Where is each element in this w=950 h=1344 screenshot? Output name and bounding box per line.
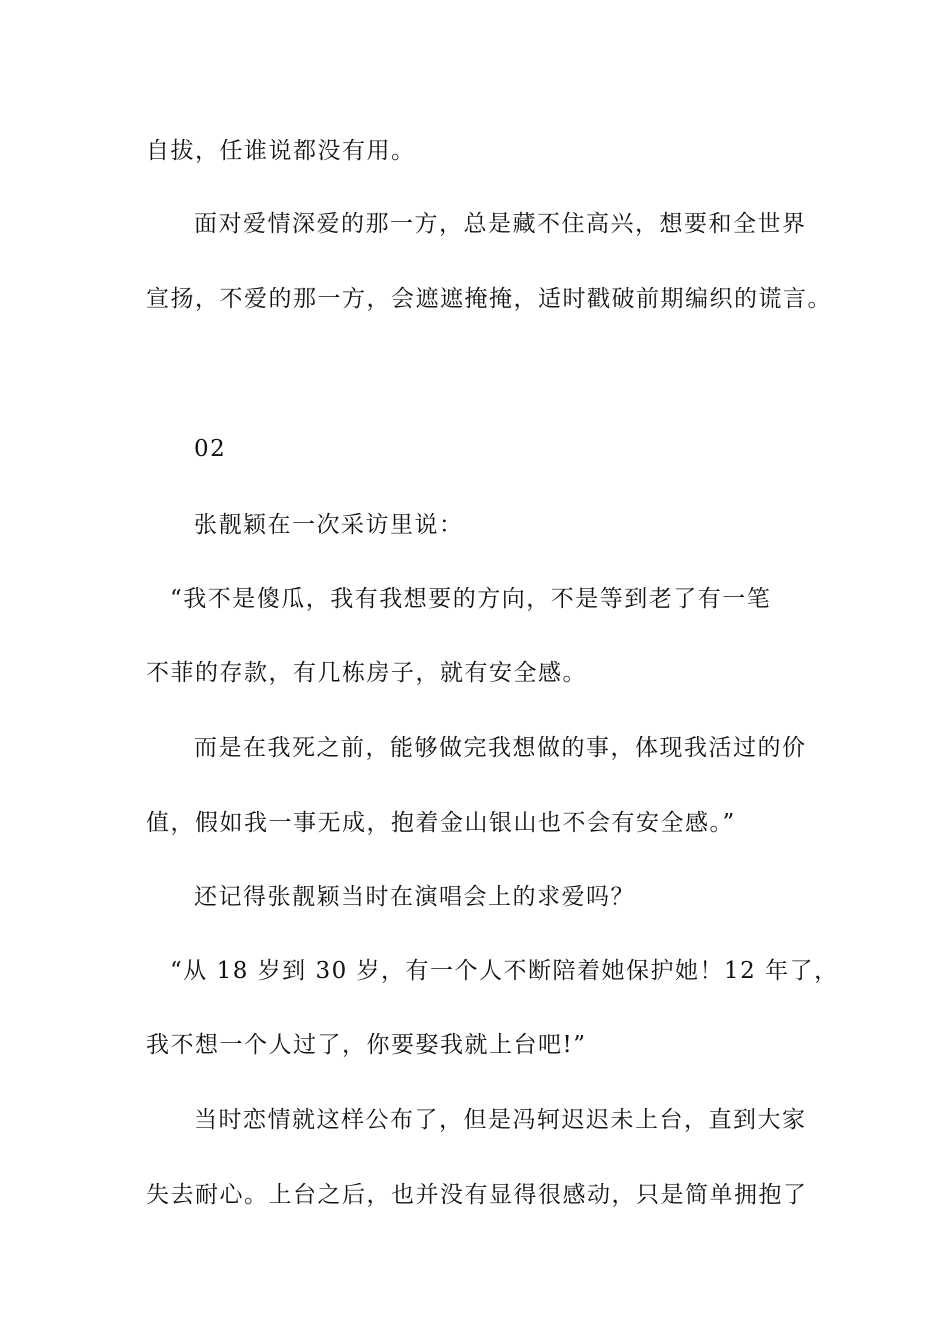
paragraph-line: 失去耐心。上台之后，也并没有显得很感动，只是简单拥抱了 [146,1182,808,1208]
quote-line: 不菲的存款，有几栋房子，就有安全感。 [146,660,587,686]
quote-line: 值，假如我一事无成，抱着金山银山也不会有安全感。” [146,810,736,836]
paragraph-line: 自拔，任谁说都没有用。 [146,138,416,164]
paragraph-line: 面对爱情深爱的那一方，总是藏不住高兴，想要和全世界 [194,211,807,237]
paragraph-line: 还记得张靓颖当时在演唱会上的求爱吗？ [194,884,635,910]
quote-line: 而是在我死之前，能够做完我想做的事，体现我活过的价 [194,735,807,761]
paragraph-line: 当时恋情就这样公布了，但是冯轲迟迟未上台，直到大家 [194,1107,807,1133]
paragraph-line: 张靓颖在一次采访里说： [194,512,464,538]
section-number: 02 [194,436,227,462]
quote-line: “从 18 岁到 30 岁，有一个人不断陪着她保护她！12 年了， [170,958,839,984]
paragraph-line: 宣扬，不爱的那一方，会遮遮掩掩，适时戳破前期编织的谎言。 [146,286,832,312]
quote-line: “我不是傻瓜，我有我想要的方向，不是等到老了有一笔 [170,586,772,612]
quote-line: 我不想一个人过了，你要娶我就上台吧!” [146,1032,587,1058]
